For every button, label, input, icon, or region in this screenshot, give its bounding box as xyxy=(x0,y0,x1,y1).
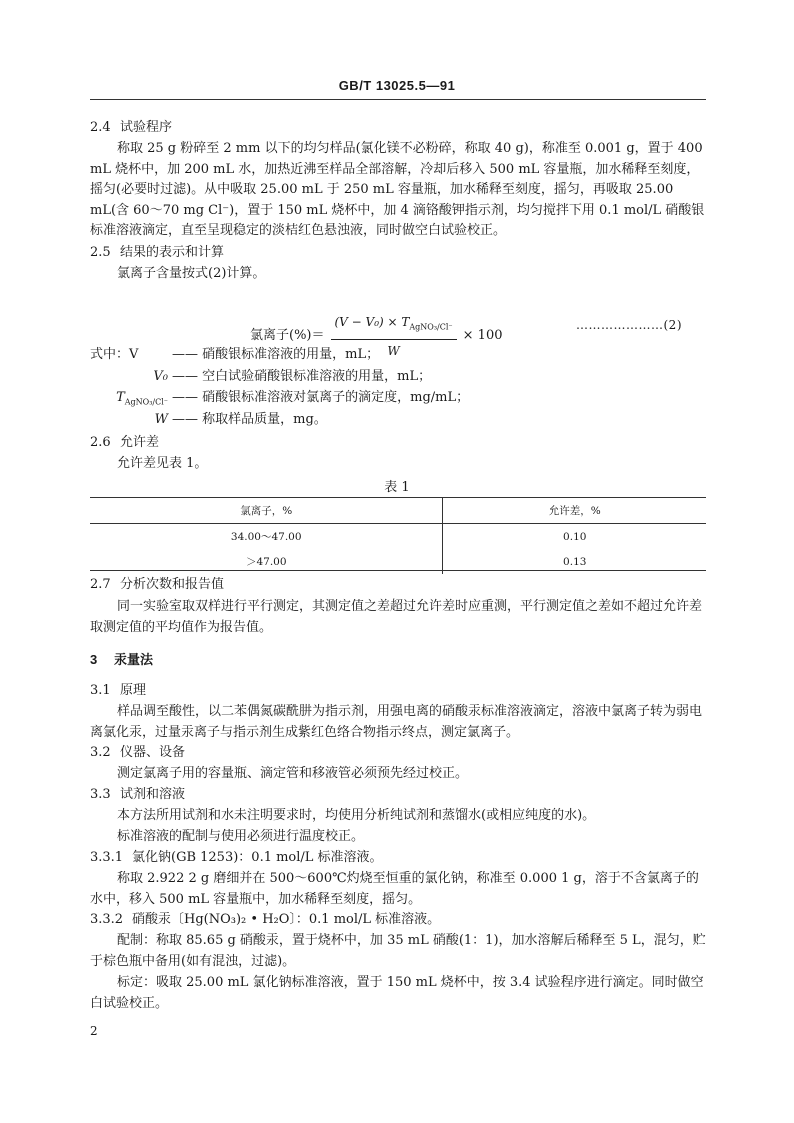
heading-num: 3.3.1 xyxy=(90,850,124,865)
heading-3-3 xyxy=(90,785,185,806)
heading-num: 3.3 xyxy=(90,787,111,802)
heading-2-5 xyxy=(90,243,224,264)
definition-symbol: 式中：V xyxy=(90,347,139,362)
heading-title: 硝酸汞〔Hg(NO₃)₂ • H₂O〕：0.1 mol/L 标准溶液。 xyxy=(132,912,441,927)
heading-num: 2.4 xyxy=(90,120,111,135)
heading-title: 试验程序 xyxy=(120,120,173,135)
definition-text: —— 硝酸银标准溶液的用量，mL； xyxy=(172,347,380,362)
heading-2-6 xyxy=(90,433,159,454)
formula-lhs: 氯离子(%)＝ xyxy=(250,328,325,344)
formula-numerator xyxy=(331,312,457,340)
heading-3-1 xyxy=(90,681,146,702)
heading-num: 3.2 xyxy=(90,745,111,760)
heading-num: 2.5 xyxy=(90,245,111,260)
heading-num: 2.7 xyxy=(90,577,111,592)
table-cell: 0.13 xyxy=(563,555,587,568)
table-1 xyxy=(90,498,706,574)
definition-text: —— 硝酸银标准溶液对氯离子的滴定度，mg/mL； xyxy=(172,390,470,405)
definition-text: —— 空白试验硝酸银标准溶液的用量，mL； xyxy=(172,368,432,384)
definition-symbol: T xyxy=(116,390,125,405)
formula-numerator-text: (V − V₀) × T xyxy=(334,315,410,329)
heading-title: 汞量法 xyxy=(114,652,154,667)
definition-row xyxy=(90,388,706,410)
heading-num: 3.3.2 xyxy=(90,912,124,927)
equation-number: …………………(2) xyxy=(576,318,682,332)
table-caption: 表 1 xyxy=(384,480,410,495)
heading-title: 仪器、设备 xyxy=(120,745,186,760)
page-number: 2 xyxy=(90,1024,98,1038)
heading-3-3-1 xyxy=(90,848,383,869)
table-bottom-rule xyxy=(90,570,706,571)
heading-title: 试剂和溶液 xyxy=(120,787,186,802)
heading-3-3-2 xyxy=(90,910,440,931)
paragraph-3-3-1: 称取 2.922 2 g 磨细并在 500～600℃灼烧至恒重的氯化钠，称准至 0.000 1 g，溶于不含氯离子的水中，移入 500 mL 容量瓶中，加水稀释至刻度，摇匀。 xyxy=(90,871,699,907)
heading-num: 2.6 xyxy=(90,435,111,450)
heading-title: 结果的表示和计算 xyxy=(120,245,225,260)
formula-t-subscript: AgNO₃/Cl⁻ xyxy=(409,322,453,332)
table-header-row xyxy=(90,498,706,524)
paragraph-3-3-2-b: 标定：吸取 25.00 mL 氯化钠标准溶液，置于 150 mL 烧杯中，按 3.4 试验程序进行滴定。同时做空白试验校正。 xyxy=(90,975,704,1011)
paragraph-3-3-2-a: 配制：称取 85.65 g 硝酸汞，置于烧杯中，加 35 mL 硝酸(1：1)，加水溶解后稀释至 5 L，混匀，贮于棕色瓶中备用(如有混浊，过滤)。 xyxy=(90,933,706,969)
heading-2-4 xyxy=(90,118,172,139)
definition-symbol: V₀ xyxy=(153,368,168,384)
paragraph-3-2: 测定氯离子用的容量瓶、滴定管和移液管必须预先经过校正。 xyxy=(117,766,469,781)
paragraph-2-5: 氯离子含量按式(2)计算。 xyxy=(117,266,266,281)
heading-3-2 xyxy=(90,743,185,764)
heading-title: 分析次数和报告值 xyxy=(120,577,225,592)
table-header-cell: 允许差，% xyxy=(443,498,706,524)
table-cell: 0.10 xyxy=(563,530,587,543)
paragraph-2-6: 允许差见表 1。 xyxy=(117,456,208,471)
heading-title: 允许差 xyxy=(120,435,160,450)
heading-3 xyxy=(90,650,153,671)
table-header-cell: 氯离子，% xyxy=(90,498,443,524)
definition-row xyxy=(90,410,706,432)
paragraph-2-7: 同一实验室取双样进行平行测定，其测定值之差超过允许差时应重测，平行测定值之差如不超过允许差取测定值的平均值作为报告值。 xyxy=(90,599,703,635)
definition-text: —— 称取样品质量，mg。 xyxy=(172,411,327,427)
paragraph-2-4: 称取 25 g 粉碎至 2 mm 以下的均匀样品(氯化镁不必粉碎，称取 40 g)，称准至 0.001 g，置于 400 mL 烧杯中，加 200 mL 水，加热近沸至样品全部溶解，冷却后移入 500 mL 容量瓶，加水稀释至刻度，摇匀(必要时过滤)。从中吸取 25.00 mL 于 250 mL 容量瓶，加水稀释至刻度，摇匀，再吸取 25.00 mL(含 60～70 mg Cl⁻)，置于 150 mL 烧杯中，加 4 滴铬酸钾指示剂，均匀搅拌下用 0.1 mol/L 硝酸银标准溶液滴定，直至呈现稳定的淡桔红色悬浊液，同时做空白试验校正。 xyxy=(90,141,705,238)
table-cell: 34.00～47.00 xyxy=(90,524,443,550)
heading-title: 氯化钠(GB 1253)：0.1 mol/L 标准溶液。 xyxy=(132,850,383,865)
definition-symbol-subscript: AgNO₃/Cl⁻ xyxy=(124,397,168,407)
heading-num: 3.1 xyxy=(90,683,111,698)
definitions-list xyxy=(90,345,706,431)
definition-symbol-group xyxy=(90,388,172,410)
table-cell: ＞47.00 xyxy=(90,549,443,574)
heading-num: 3 xyxy=(90,652,98,667)
formula-factor: × 100 xyxy=(462,328,503,344)
formula-2 xyxy=(250,312,503,358)
definition-symbol: W xyxy=(154,411,168,427)
definition-row xyxy=(90,367,706,389)
paragraph-3-3-b: 标准溶液的配制与使用必须进行温度校正。 xyxy=(117,829,365,844)
definition-row xyxy=(90,345,706,367)
formula-denominator-text: W xyxy=(387,343,400,358)
heading-title: 原理 xyxy=(120,683,147,698)
page-header: GB/T 13025.5—91 xyxy=(338,78,456,93)
header-rule xyxy=(90,99,706,100)
table-row xyxy=(90,524,706,550)
heading-2-7 xyxy=(90,575,224,596)
paragraph-3-3-a: 本方法所用试剂和水未注明要求时，均使用分析纯试剂和蒸馏水(或相应纯度的水)。 xyxy=(117,808,596,823)
paragraph-3-1: 样品调至酸性，以二苯偶氮碳酰肼为指示剂，用强电离的硝酸汞标准溶液滴定，溶液中氯离子转为弱电离氯化汞，过量汞离子与指示剂生成紫红色络合物指示终点，测定氯离子。 xyxy=(90,704,703,740)
